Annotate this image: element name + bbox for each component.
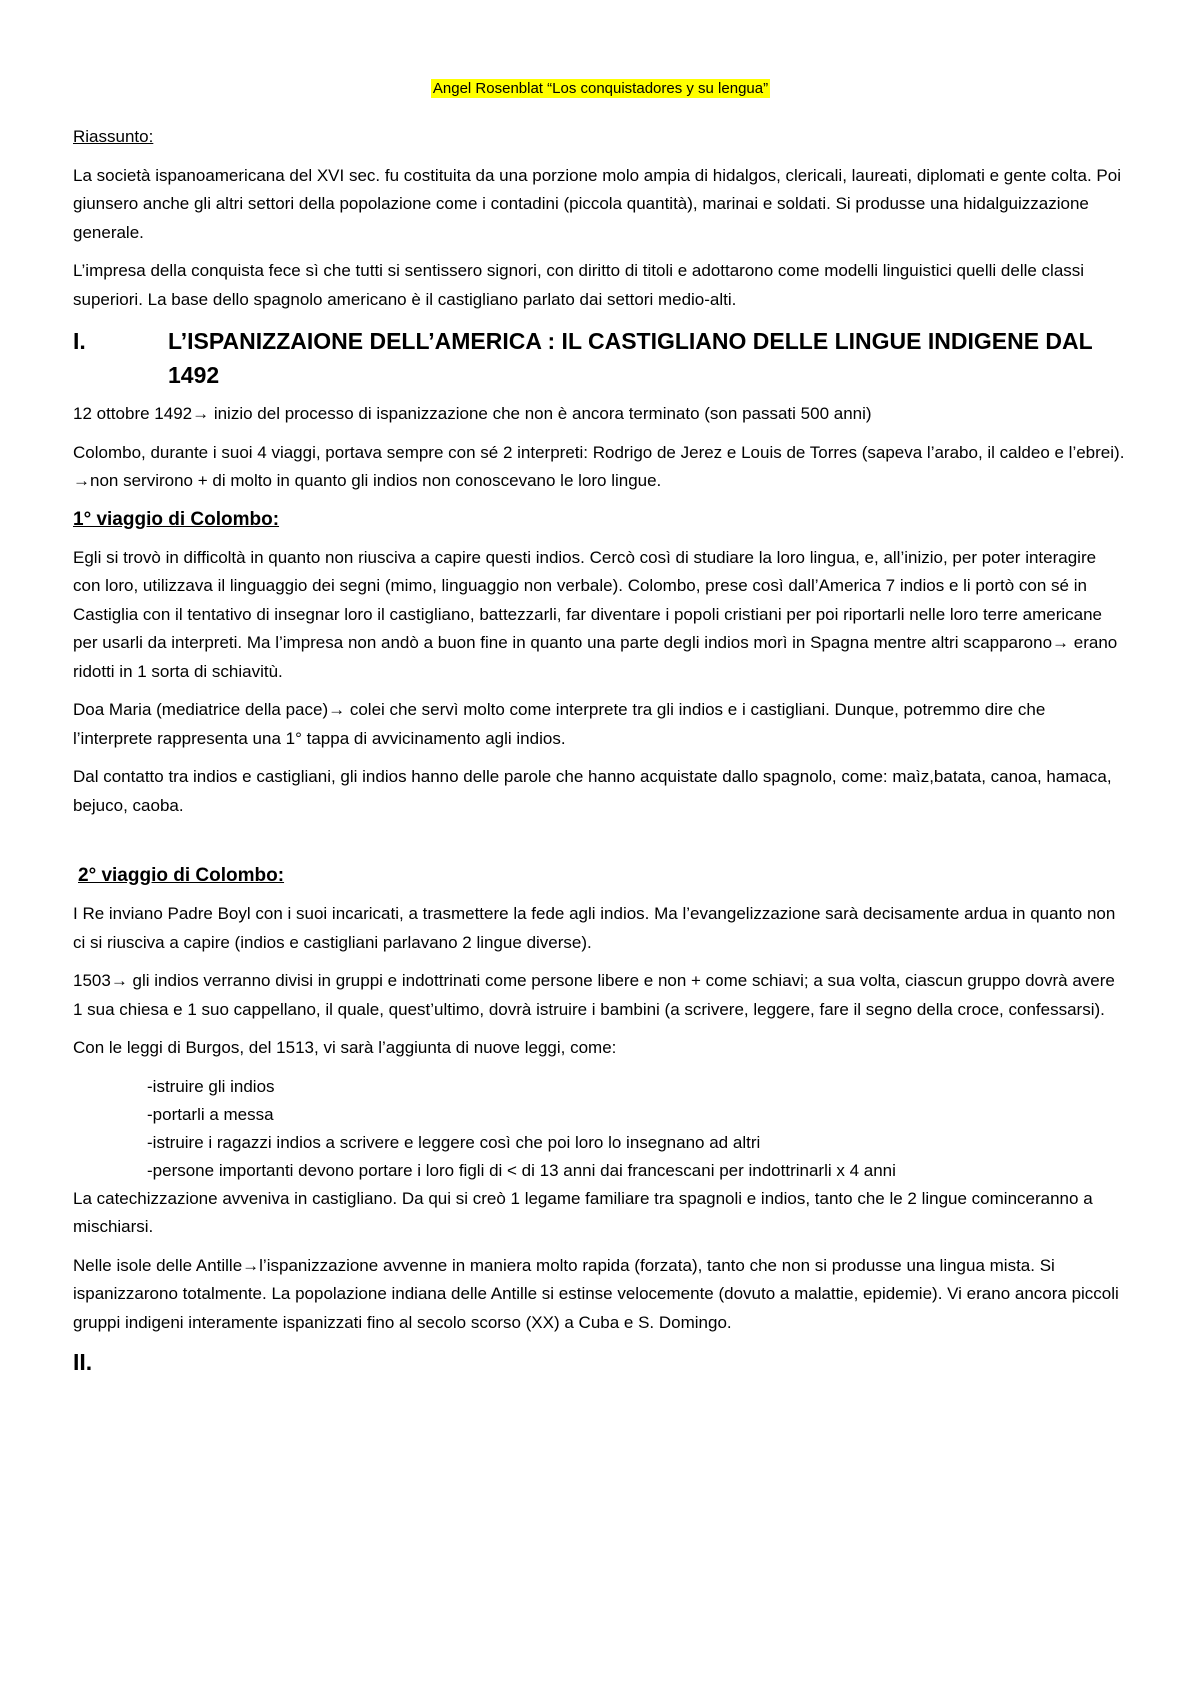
section-2-number: II. xyxy=(73,1349,93,1375)
viaggio-2-heading: 2° viaggio di Colombo: xyxy=(78,865,285,886)
highlighted-title: Angel Rosenblat “Los conquistadores y su lengua” xyxy=(432,80,769,97)
viaggio-1-heading: 1° viaggio di Colombo: xyxy=(73,508,280,530)
document-page xyxy=(73,80,1128,1377)
list-item: -istruire i ragazzi indios a scrivere e leggere così che poi loro lo insegnano ad altri xyxy=(147,1132,761,1152)
viaggio-2-paragraph-3: Con le leggi di Burgos, del 1513, vi sarà l’aggiunta di nuove leggi, come: xyxy=(73,1038,617,1057)
intro-paragraph-1: La società ispanoamericana del XVI sec. fu costituita da una porzione molo ampia di hidalgos, clericali, laureati, diplomati e gente colta. Poi giunsero anche gli altri settori della popolazione come i contadini (piccola quantità), marinai e soldati. Si produsse una hidalguizzazione generale. xyxy=(73,165,1121,242)
section-1-heading xyxy=(73,324,1128,392)
viaggio-1-paragraph-1: Egli si trovò in difficoltà in quanto non riusciva a capire questi indios. Cercò così di studiare la loro lingua, e, all’inizio, per poter interagire con loro, utilizzava il linguaggio dei segni (mimo, linguaggio non verbale). Colombo, prese così dall’America 7 indios e li portò con sé in Castiglia con il tentativo di insegnar loro il castigliano, battezzarli, far diventare i popoli cristiani per poi riportarli nelle loro terre americane per usarli da interpreti. Ma l’impresa non andò a buon fine in quanto una parte degli indios morì in Spagna mentre altri scapparono→ erano ridotti in 1 sorta di schiavitù. xyxy=(73,547,1118,681)
viaggio-2-paragraph-4: La catechizzazione avveniva in castigliano. Da qui si creò 1 legame familiare tra spagnoli e indios, tanto che le 2 lingue cominceranno a mischiarsi. xyxy=(73,1188,1093,1236)
section-1-number: I. xyxy=(73,328,86,354)
leggi-burgos-list xyxy=(73,1073,1128,1185)
riassunto-label: Riassunto: xyxy=(73,127,154,146)
list-item: -portarli a messa xyxy=(147,1104,274,1124)
viaggio-2-paragraph-2: 1503→ gli indios verranno divisi in gruppi e indottrinati come persone libere e non + come schiavi; a sua volta, ciascun gruppo dovrà avere 1 sua chiesa e 1 suo cappellano, il quale, quest’ultimo, dovrà istruire i bambini (a scrivere, leggere, fare il segno della croce, confessarsi). xyxy=(73,971,1115,1019)
viaggio-2-paragraph-5: Nelle isole delle Antille→l’ispanizzazione avvenne in maniera molto rapida (forzata), tanto che non si produsse una lingua mista. Si ispanizzarono totalmente. La popolazione indiana delle Antille si estinse velocemente (dovuto a malattie, epidemie). Vi erano ancora piccoli gruppi indigeni interamente ispanizzati fino al secolo scorso (XX) a Cuba e S. Domingo. xyxy=(73,1255,1119,1332)
list-item: -istruire gli indios xyxy=(147,1076,275,1096)
intro-paragraph-2: L’impresa della conquista fece sì che tutti si sentissero signori, con diritto di titoli e adottarono come modelli linguistici quelli delle classi superiori. La base dello spagnolo americano è il castigliano parlato dai settori medio-alti. xyxy=(73,261,1085,309)
list-item: -persone importanti devono portare i loro figli di < di 13 anni dai francescani per indottrinarli x 4 anni xyxy=(147,1160,896,1180)
paragraph-colombo-interpreti: Colombo, durante i suoi 4 viaggi, portava sempre con sé 2 interpreti: Rodrigo de Jerez e Louis de Torres (sapeva l’arabo, il caldeo e l’ebrei). →non servirono + di molto in quanto gli indios non conoscevano le loro lingue. xyxy=(73,442,1125,490)
viaggio-1-paragraph-3: Dal contatto tra indios e castigliani, gli indios hanno delle parole che hanno acquistate dallo spagnolo, come: maìz,batata, canoa, hamaca, bejuco, caoba. xyxy=(73,767,1112,815)
document-title xyxy=(73,80,1128,97)
viaggio-1-paragraph-2: Doa Maria (mediatrice della pace)→ colei che servì molto come interprete tra gli indios e i castigliani. Dunque, potremmo dire che l’interprete rappresenta una 1° tappa di avvicinamento agli indios. xyxy=(73,700,1046,748)
paragraph-1492: 12 ottobre 1492→ inizio del processo di ispanizzazione che non è ancora terminato (son passati 500 anni) xyxy=(73,404,872,423)
section-1-title: L’ISPANIZZAIONE DELL’AMERICA : IL CASTIGLIANO DELLE LINGUE INDIGENE DAL 1492 xyxy=(168,328,1093,388)
viaggio-2-paragraph-1: I Re inviano Padre Boyl con i suoi incaricati, a trasmettere la fede agli indios. Ma l’evangelizzazione sarà decisamente ardua in quanto non ci si riusciva a capire (indios e castigliani parlavano 2 lingue diverse). xyxy=(73,904,1116,952)
